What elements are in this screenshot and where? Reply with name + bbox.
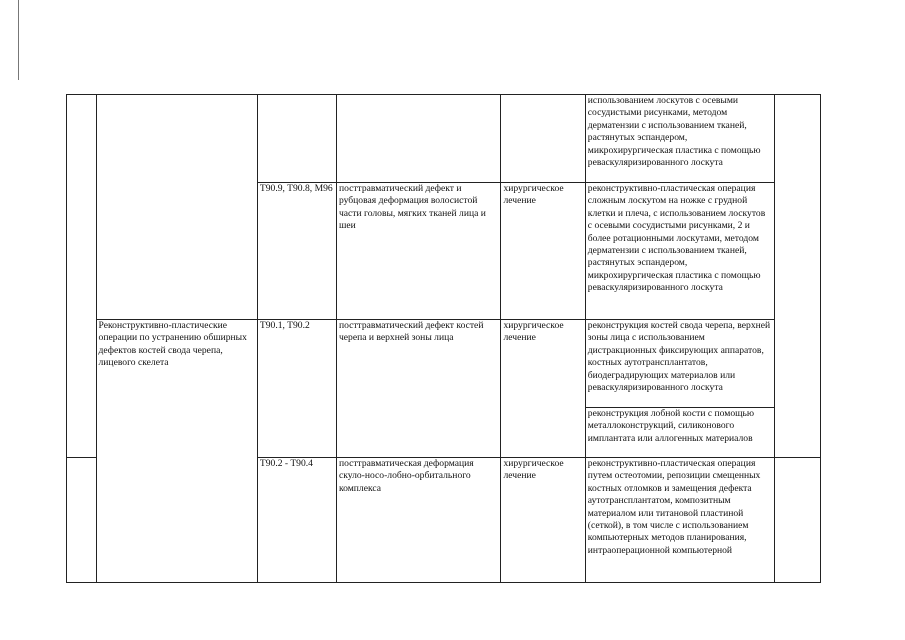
medical-care-table	[66, 94, 821, 583]
method-cell: реконструктивно-пластическая операция путем остеотомии, репозиции смещенных костных отломков и замещения дефекта аутотрансплантатом, композитным материалом или титановой пластиной (сеткой), в том числе с использованием компьютерных методов планирования, интраоперационной компьютерной	[585, 458, 774, 583]
extra-cell	[774, 95, 820, 458]
method-cell: реконструкция лобной кости с помощью металлоконструкций, силиконового имплантата или аллогенных материалов	[585, 408, 774, 458]
table-row	[67, 95, 821, 183]
number-cell	[67, 458, 97, 583]
code-cell: T90.2 - T90.4	[257, 458, 336, 583]
treatment-cell: хирургическое лечение	[501, 320, 585, 458]
treatment-cell	[501, 95, 585, 183]
method-cell: реконструкция костей свода черепа, верхней зоны лица с использованием дистракционных фиксирующих аппаратов, костных аутотрансплантатов, биодеградирующих материалов или реваскуляризированного лоскута	[585, 320, 774, 408]
group-name-cell: Реконструктивно-пластические операции по устранению обширных дефектов костей свода черепа, лицевого скелета	[96, 320, 257, 583]
treatment-cell: хирургическое лечение	[501, 458, 585, 583]
treatment-cell: хирургическое лечение	[501, 183, 585, 320]
table-row	[67, 320, 821, 408]
method-cell: реконструктивно-пластическая операция сложным лоскутом на ножке с грудной клетки и плеча, с использованием лоскутов с осевыми сосудистыми рисунками, 2 и более ротационными лоскутами, методом дерматензии с использованием тканей, растянутых эспандером, микрохирургическая пластика с помощью реваскуляризированного лоскута	[585, 183, 774, 320]
page-edge-line	[18, 0, 19, 80]
number-cell	[67, 95, 97, 458]
code-cell	[257, 95, 336, 183]
model-cell: посттравматическая деформация скуло-носо-лобно-орбитального комплекса	[336, 458, 501, 583]
model-cell: посттравматический дефект и рубцовая деформация волосистой части головы, мягких тканей лица и шеи	[336, 183, 501, 320]
model-cell: посттравматический дефект костей черепа и верхней зоны лица	[336, 320, 501, 458]
model-cell	[336, 95, 501, 183]
name-cell	[96, 95, 257, 320]
extra-cell	[774, 458, 820, 583]
method-cell: использованием лоскутов с осевыми сосудистыми рисунками, методом дерматензии с использованием тканей, растянутых эспандером, микрохирургическая пластика с помощью реваскуляризированного лоскута	[585, 95, 774, 183]
code-cell: T90.9, T90.8, M96	[257, 183, 336, 320]
code-cell: T90.1, T90.2	[257, 320, 336, 458]
